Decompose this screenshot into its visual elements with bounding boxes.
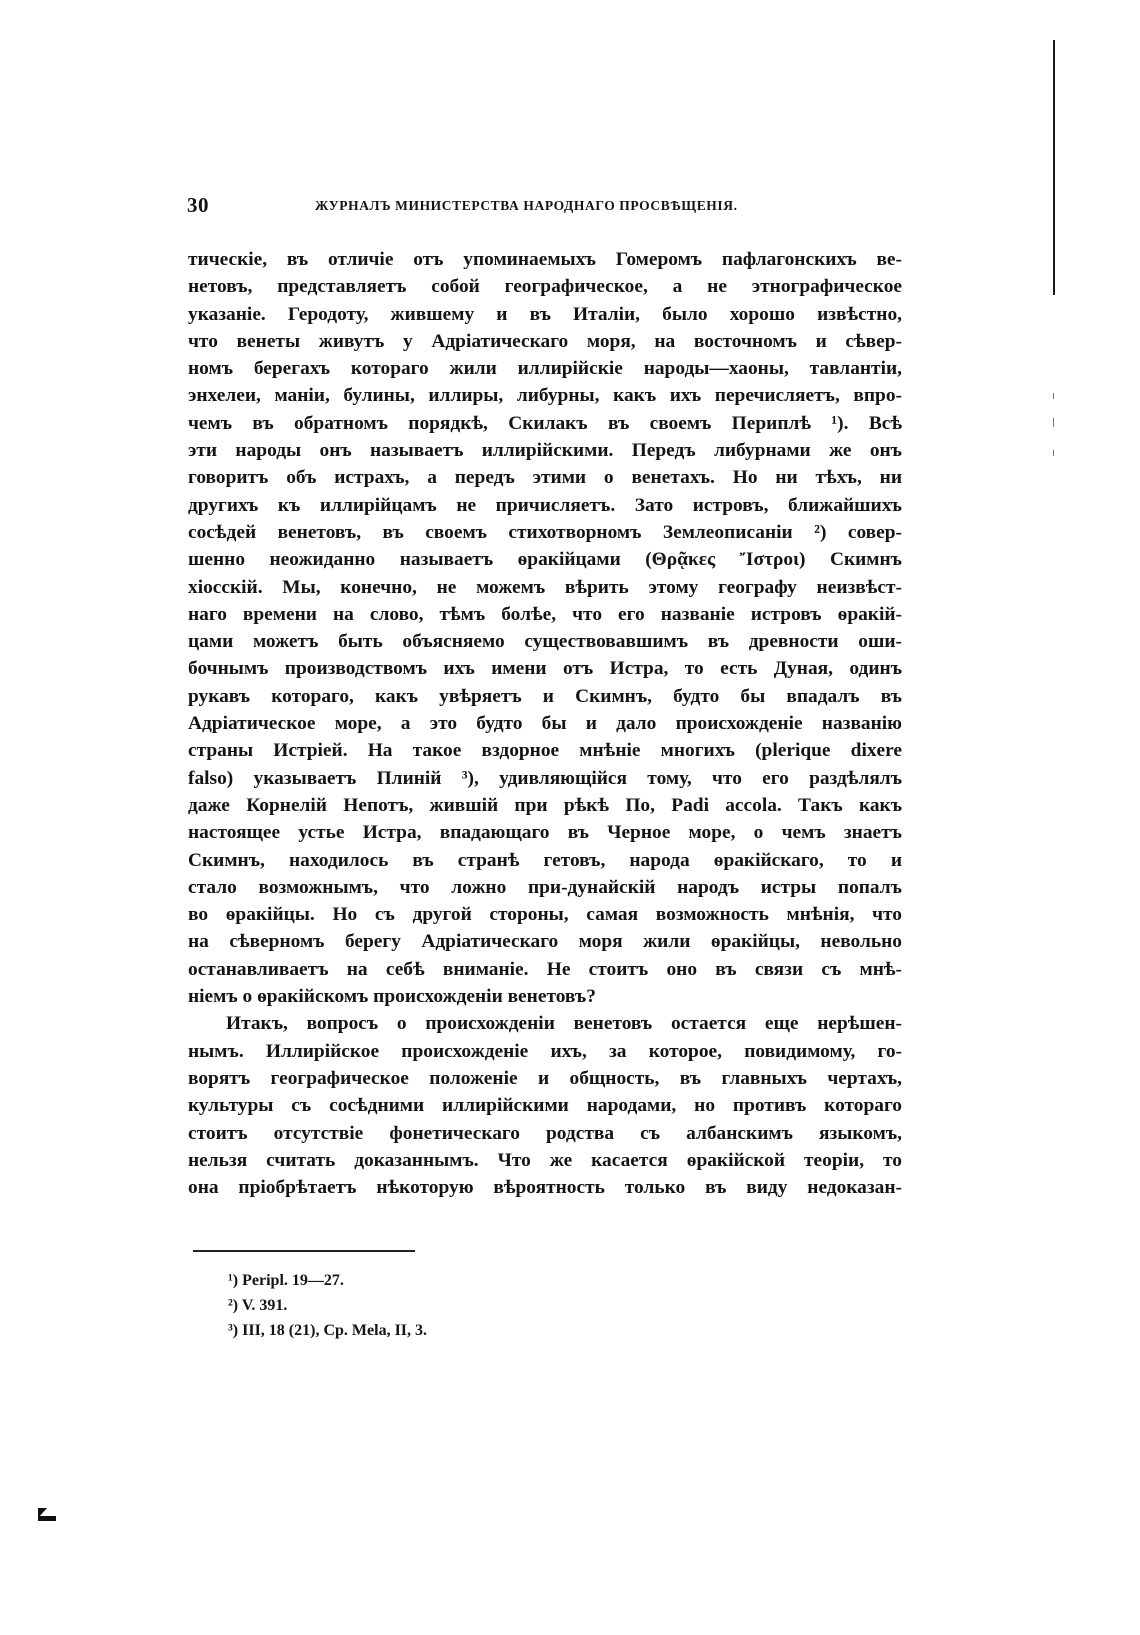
footnote-divider xyxy=(193,1250,415,1252)
text-line: шенно неожиданно называетъ ѳракійцами (Θρᾷκες Ἴστροι) Скимнъ xyxy=(188,549,902,571)
body-text xyxy=(188,246,902,1201)
paragraph-start-line: Итакъ, вопросъ о происхожденіи венетовъ остается еще нерѣшен- xyxy=(226,1013,902,1035)
text-line: нымъ. Иллирійское происхожденіе ихъ, за которое, повидимому, го- xyxy=(188,1040,902,1062)
text-line: даже Корнелій Непотъ, жившій при рѣкѣ По, Padi accola. Такъ какъ xyxy=(188,794,902,816)
text-line: Адріатическое море, а это будто бы и дало происхожденіе названію xyxy=(188,713,902,735)
text-line: наго времени на слово, тѣмъ болѣе, что его названіе истровъ ѳракій- xyxy=(188,603,902,625)
text-line: цами можетъ быть объясняемо существовавшимъ въ древности оши- xyxy=(188,631,902,653)
footnote: ²) V. 391. xyxy=(228,1297,288,1314)
text-line: стало возможнымъ, что ложно при-дунайскій народъ истры попалъ xyxy=(188,876,902,898)
text-line: сосѣдей венетовъ, въ своемъ стихотворномъ Землеописаніи ²) совер- xyxy=(188,521,902,543)
text-line: что венеты живутъ у Адріатическаго моря, на восточномъ и сѣвер- xyxy=(188,330,902,352)
text-line: бочнымъ производствомъ ихъ имени отъ Истра, то есть Дуная, одинъ xyxy=(188,658,902,680)
scan-margin-dot xyxy=(1053,450,1054,456)
page-number: 30 xyxy=(187,193,209,217)
text-line: номъ берегахъ котораго жили иллирійскіе народы—хаоны, тавлантіи, xyxy=(188,358,902,380)
text-line: нетовъ, представляетъ собой географическое, а не этнографическое xyxy=(188,276,902,298)
scan-margin-dot xyxy=(1053,418,1054,427)
text-line: Скимнъ, находилось въ странѣ гетовъ, народа ѳракійскаго, то и xyxy=(188,849,902,871)
running-title: ЖУРНАЛЪ МИНИСТЕРСТВА НАРОДНАГО ПРОСВѢЩЕНІЯ. xyxy=(315,198,738,213)
footnote: ¹) Peripl. 19—27. xyxy=(228,1272,344,1289)
scan-margin-dot xyxy=(1053,393,1054,399)
text-line: говоритъ объ истрахъ, а передъ этими о венетахъ. Но ни тѣхъ, ни xyxy=(188,467,902,489)
text-line: другихъ къ иллирійцамъ не причисляетъ. Зато истровъ, ближайшихъ xyxy=(188,494,902,516)
text-line: она пріобрѣтаетъ нѣкоторую вѣроятность только въ виду недоказан- xyxy=(188,1177,902,1199)
text-line: нельзя считать доказаннымъ. Что же касается ѳракійской теоріи, то xyxy=(188,1149,902,1171)
text-line: во ѳракійцы. Но съ другой стороны, самая возможность мнѣнія, что xyxy=(188,904,902,926)
text-line: стоитъ отсутствіе фонетическаго родства съ албанскимъ языкомъ, xyxy=(188,1122,902,1144)
text-line: настоящее устье Истра, впадающаго въ Черное море, о чемъ знаетъ xyxy=(188,822,902,844)
text-line: страны Истріей. На такое вздорное мнѣніе многихъ (plerique dixere xyxy=(188,740,902,762)
text-line: falso) указываетъ Плиній ³), удивляющійся тому, что его раздѣлялъ xyxy=(188,767,902,789)
text-line: энхелеи, маніи, булины, иллиры, либурны, какъ ихъ перечисляетъ, впро- xyxy=(188,385,902,407)
page-header xyxy=(187,193,904,223)
text-line: указаніе. Геродоту, жившему и въ Италіи, было хорошо извѣстно, xyxy=(188,303,902,325)
text-line: культуры съ сосѣдними иллирійскими народами, но противъ котораго xyxy=(188,1095,902,1117)
text-line: чемъ въ обратномъ порядкѣ, Скилакъ въ своемъ Периплѣ ¹). Всѣ xyxy=(188,412,902,434)
footnote: ³) III, 18 (21), Cp. Mela, II, 3. xyxy=(228,1322,428,1339)
text-line: ворятъ географическое положеніе и общность, въ главныхъ чертахъ, xyxy=(188,1067,902,1089)
text-line: на сѣверномъ берегу Адріатическаго моря жили ѳракійцы, невольно xyxy=(188,931,902,953)
text-line: останавливаетъ на себѣ вниманіе. Не стоитъ оно въ связи съ мнѣ- xyxy=(188,958,902,980)
text-line: тическіе, въ отличіе отъ упоминаемыхъ Гомеромъ пафлагонскихъ ве- xyxy=(188,249,902,270)
text-line: ніемъ о ѳракійскомъ происхожденіи венетовъ? xyxy=(188,986,596,1008)
footnotes xyxy=(228,1268,728,1343)
scan-corner-mark-tail xyxy=(38,1516,56,1521)
scan-margin-line xyxy=(1053,40,1055,295)
text-line: рукавъ котораго, какъ увѣряетъ и Скимнъ, будто бы впадалъ въ xyxy=(188,685,902,707)
text-line: эти народы онъ называетъ иллирійскими. Передъ либурнами же онъ xyxy=(188,440,902,462)
text-line: хіосскій. Мы, конечно, не можемъ вѣрить этому географу неизвѣст- xyxy=(188,576,902,598)
